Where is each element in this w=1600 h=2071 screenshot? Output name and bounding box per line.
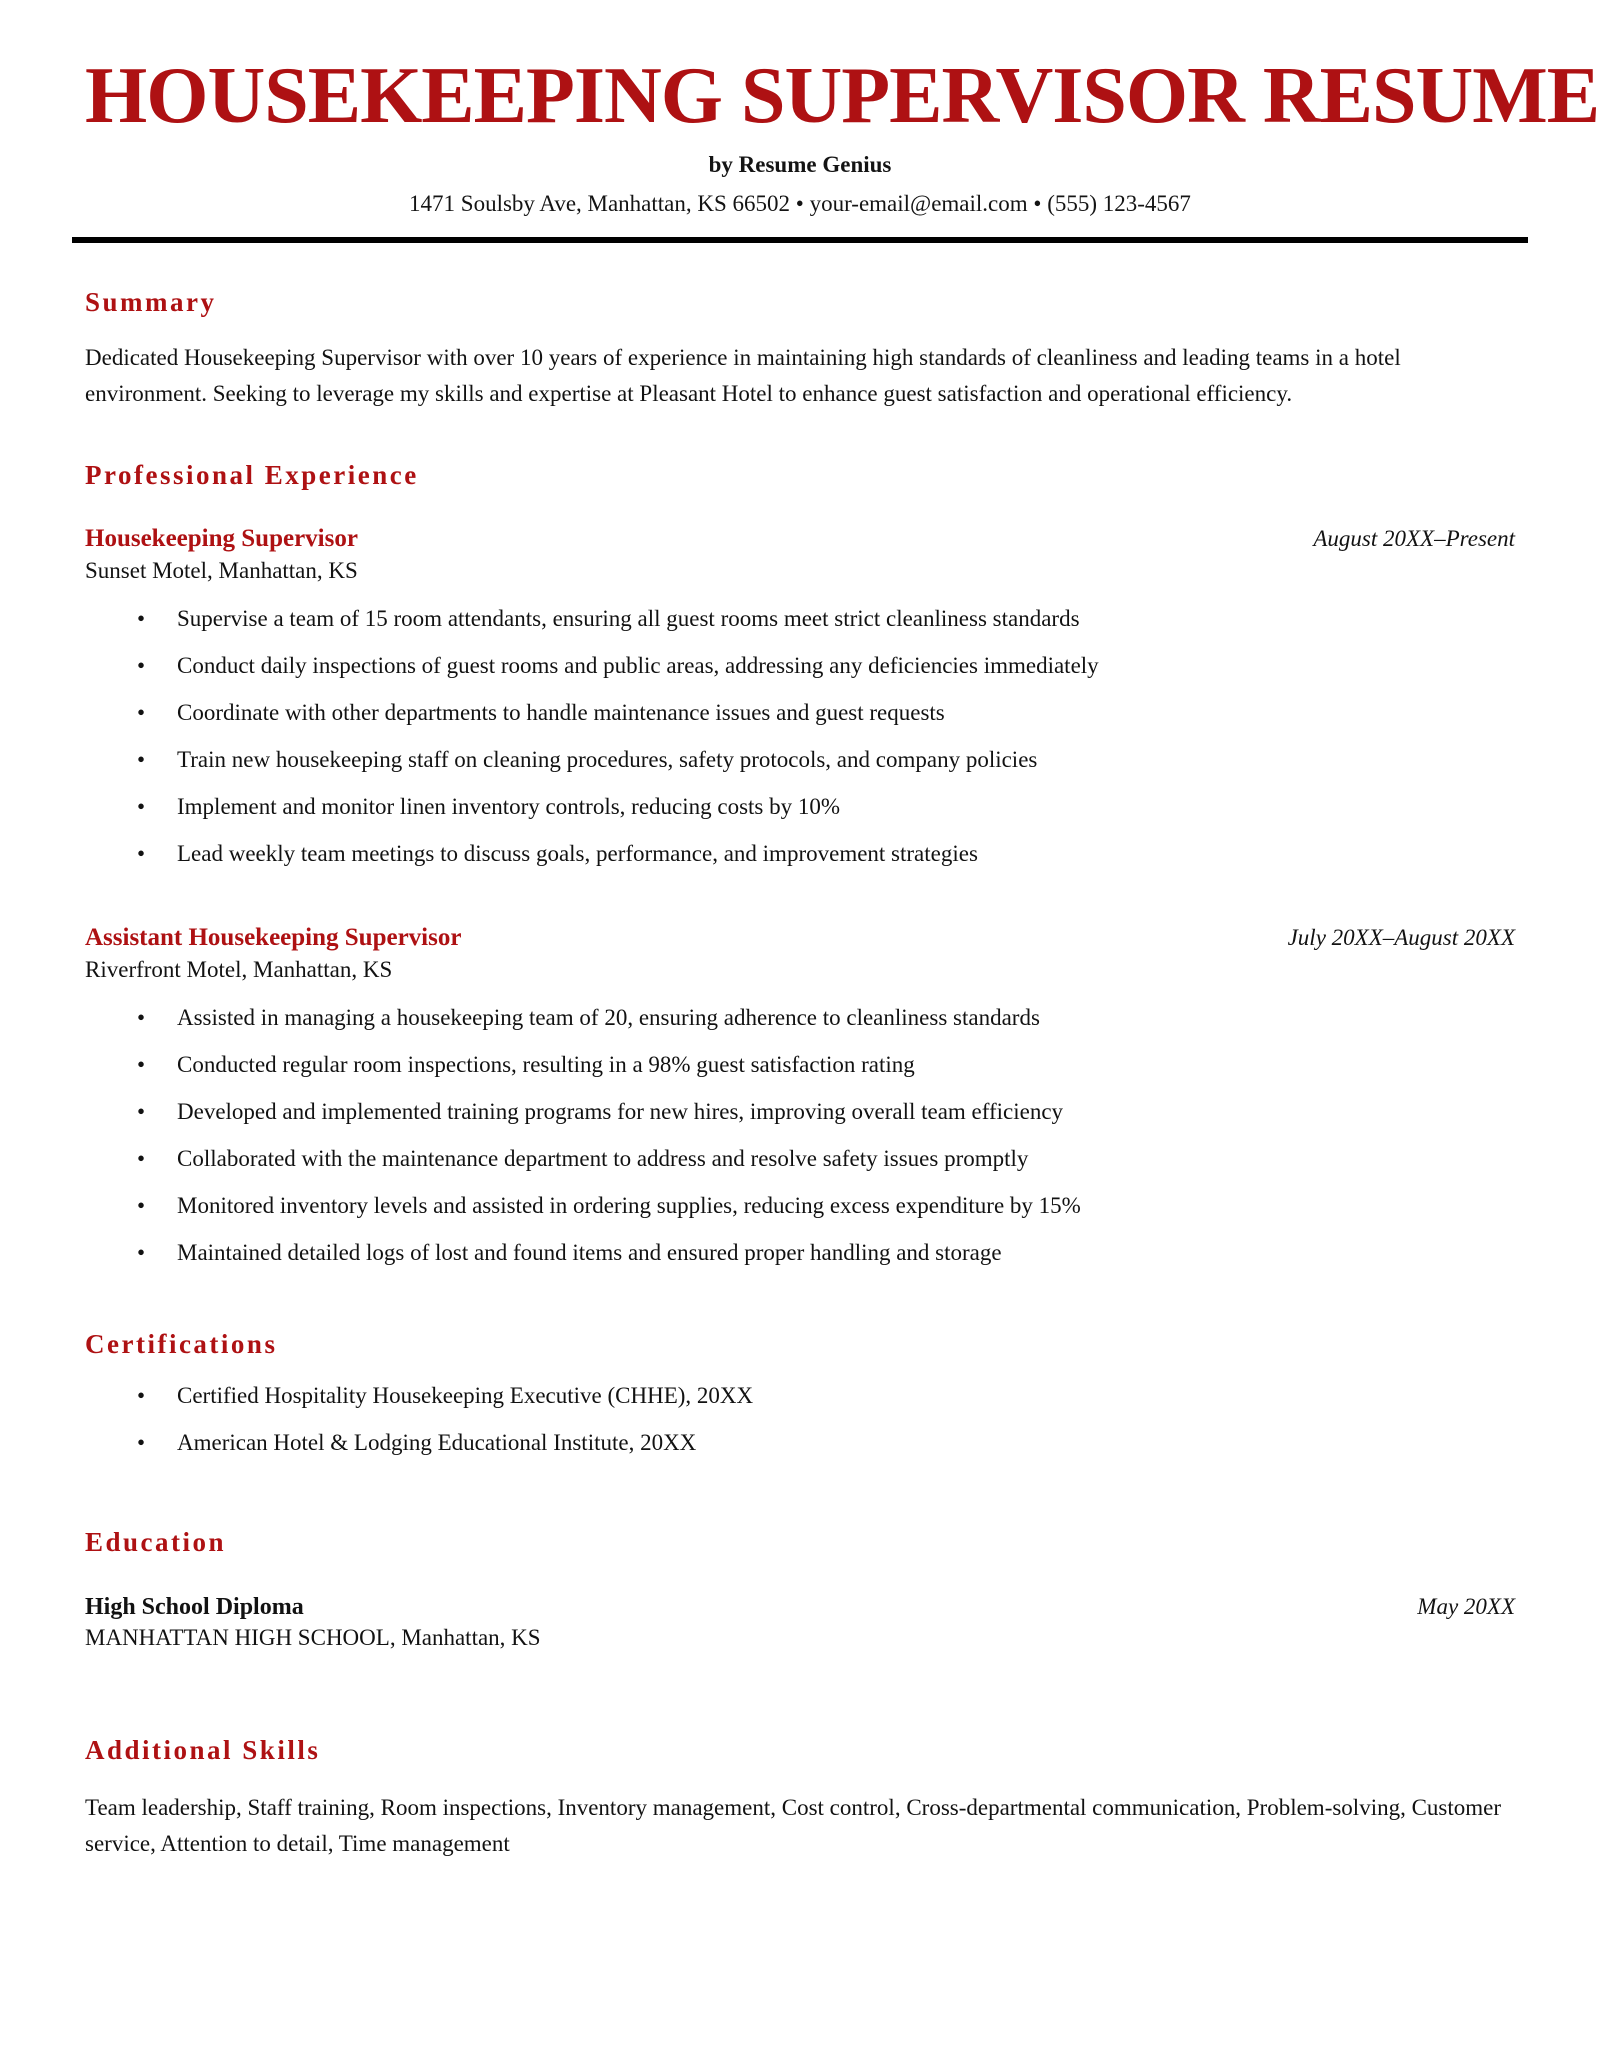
job-company: Riverfront Motel, Manhattan, KS xyxy=(85,957,393,982)
summary-heading: Summary xyxy=(85,287,217,317)
certification-item: • American Hotel & Lodging Educational Institute, 20XX xyxy=(85,1425,1515,1461)
certifications-heading: Certifications xyxy=(85,1329,278,1359)
section-certifications xyxy=(85,1329,1515,1461)
education-degree: High School Diploma xyxy=(85,1594,304,1620)
section-education xyxy=(85,1527,1515,1651)
job-entry xyxy=(85,525,1515,872)
experience-bullet: • Train new housekeeping staff on cleaning procedures, safety protocols, and company policies xyxy=(85,742,1515,778)
education-school: MANHATTAN HIGH SCHOOL, Manhattan, KS xyxy=(85,1625,541,1650)
job-title: Housekeeping Supervisor xyxy=(85,525,358,552)
page-title: HOUSEKEEPING SUPERVISOR RESUME xyxy=(85,52,1600,140)
experience-bullet: • Conducted regular room inspections, resulting in a 98% guest satisfaction rating xyxy=(85,1047,1515,1083)
skills-text: Team leadership, Staff training, Room inspections, Inventory management, Cost control, Cross-departmental communication, Problem-solving, Customer service, Attention to detail, Time management xyxy=(85,1795,1502,1856)
job-header xyxy=(85,525,1515,553)
education-heading: Education xyxy=(85,1527,227,1557)
job-company: Sunset Motel, Manhattan, KS xyxy=(85,558,358,583)
experience-bullet: • Lead weekly team meetings to discuss goals, performance, and improvement strategies xyxy=(85,836,1515,872)
summary-text: Dedicated Housekeeping Supervisor with over 10 years of experience in maintaining high standards of cleanliness and leading teams in a hotel environment. Seeking to leverage my skills and expertise at Pleasant Hotel to enhance guest satisfaction and operational efficiency. xyxy=(85,345,1401,406)
experience-bullet: • Implement and monitor linen inventory controls, reducing costs by 10% xyxy=(85,789,1515,825)
job-bullet-list xyxy=(85,1000,1515,1271)
job-title: Assistant Housekeeping Supervisor xyxy=(85,924,462,951)
experience-bullet: • Monitored inventory levels and assisted in ordering supplies, reducing excess expenditure by 15% xyxy=(85,1188,1515,1224)
experience-bullet: • Maintained detailed logs of lost and found items and ensured proper handling and storage xyxy=(85,1235,1515,1271)
section-summary xyxy=(85,287,1515,412)
byline: by Resume Genius xyxy=(708,152,892,177)
header-divider xyxy=(72,237,1528,243)
education-header xyxy=(85,1594,1515,1621)
job-header xyxy=(85,924,1515,952)
job-dates: August 20XX–Present xyxy=(1313,526,1515,551)
contact-line: 1471 Soulsby Ave, Manhattan, KS 66502 • your-email@email.com • (555) 123-4567 xyxy=(409,191,1191,216)
job-entry xyxy=(85,924,1515,1271)
experience-heading: Professional Experience xyxy=(85,460,419,490)
resume-header xyxy=(85,52,1600,243)
experience-bullet: • Collaborated with the maintenance department to address and resolve safety issues promptly xyxy=(85,1141,1515,1177)
experience-bullet: • Conduct daily inspections of guest rooms and public areas, addressing any deficiencies immediately xyxy=(85,648,1515,684)
section-skills xyxy=(85,1735,1515,1862)
section-experience xyxy=(85,460,1515,1271)
experience-bullet: • Assisted in managing a housekeeping team of 20, ensuring adherence to cleanliness standards xyxy=(85,1000,1515,1036)
experience-bullet: • Supervise a team of 15 room attendants, ensuring all guest rooms meet strict cleanliness standards xyxy=(85,601,1515,637)
education-dates: May 20XX xyxy=(1417,1594,1515,1619)
experience-bullet: • Developed and implemented training programs for new hires, improving overall team efficiency xyxy=(85,1094,1515,1130)
experience-bullet: • Coordinate with other departments to handle maintenance issues and guest requests xyxy=(85,695,1515,731)
certification-list xyxy=(85,1378,1515,1461)
job-bullet-list xyxy=(85,601,1515,872)
certification-item: • Certified Hospitality Housekeeping Executive (CHHE), 20XX xyxy=(85,1378,1515,1414)
skills-heading: Additional Skills xyxy=(85,1735,321,1765)
job-dates: July 20XX–August 20XX xyxy=(1287,925,1515,950)
